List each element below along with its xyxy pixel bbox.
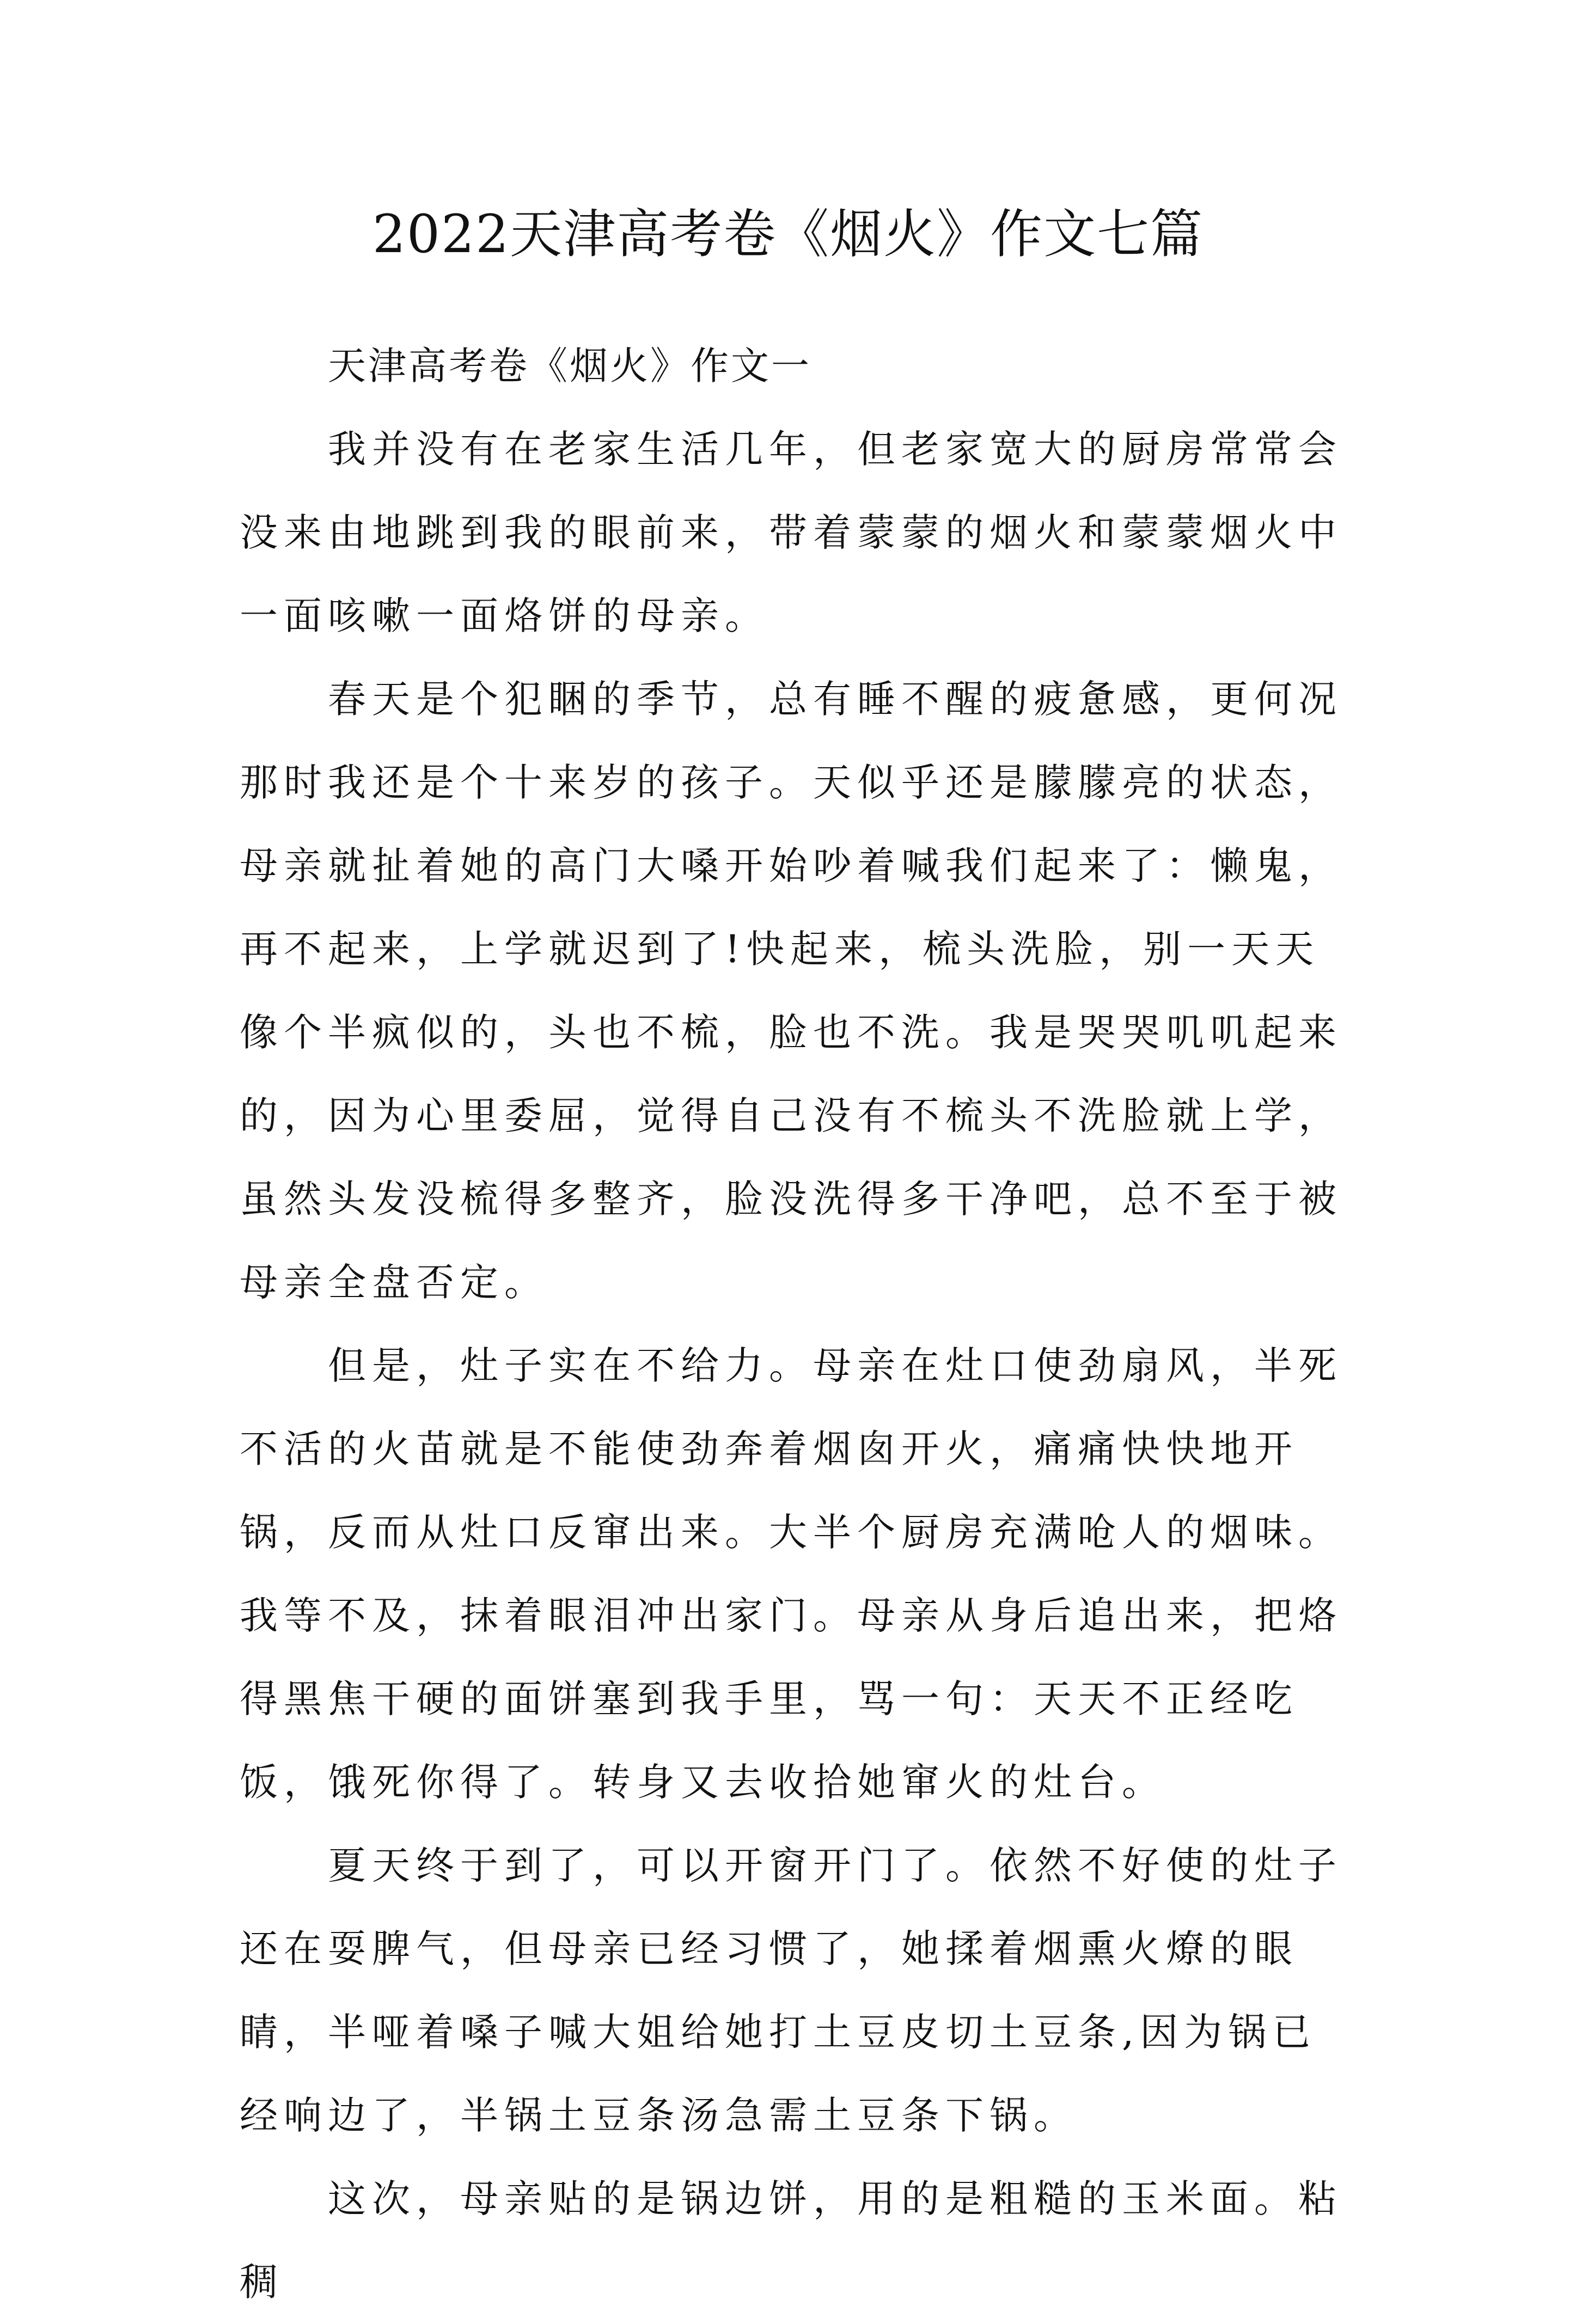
section-heading: 天津高考卷《烟火》作文一: [328, 344, 811, 388]
paragraph: 这次，母亲贴的是锅边饼，用的是粗糙的玉米面。粘稠: [240, 2176, 1342, 2304]
paragraph: 我并没有在老家生活几年，但老家宽大的厨房常常会没来由地跳到我的眼前来，带着蒙蒙的烟火和蒙蒙烟火中一面咳嗽一面烙饼的母亲。: [240, 427, 1342, 638]
paragraph: 春天是个犯睏的季节，总有睡不醒的疲惫感，更何况那时我还是个十来岁的孩子。天似乎还是朦朦亮的状态，母亲就扯着她的高门大嗓开始吵着喊我们起来了：懒鬼，再不起来，上学就迟到了!快起来，梳头洗脸，别一天天像个半疯似的，头也不梳，脸也不洗。我是哭哭叽叽起来的，因为心里委屈，觉得自己没有不梳头不洗脸就上学，虽然头发没梳得多整齐，脸没洗得多干净吧，总不至于被母亲全盘否定。: [240, 677, 1342, 1305]
document-body: [240, 325, 1351, 2324]
paragraph: 夏天终于到了，可以开窗开门了。依然不好使的灶子还在耍脾气，但母亲已经习惯了，她揉着烟熏火燎的眼睛，半哑着嗓子喊大姐给她打土豆皮切土豆条,因为锅已经响边了，半锅土豆条汤急需土豆条下锅。: [240, 1843, 1342, 2138]
paragraph: 但是，灶子实在不给力。母亲在灶口使劲扇风，半死不活的火苗就是不能使劲奔着烟囱开火，痛痛快快地开锅，反而从灶口反窜出来。大半个厨房充满呛人的烟味。我等不及，抹着眼泪冲出家门。母亲从身后追出来，把烙得黑焦干硬的面饼塞到我手里，骂一句：天天不正经吃饭，饿死你得了。转身又去收拾她窜火的灶台。: [240, 1343, 1342, 1805]
document-title: 2022天津高考卷《烟火》作文七篇: [372, 204, 1204, 265]
